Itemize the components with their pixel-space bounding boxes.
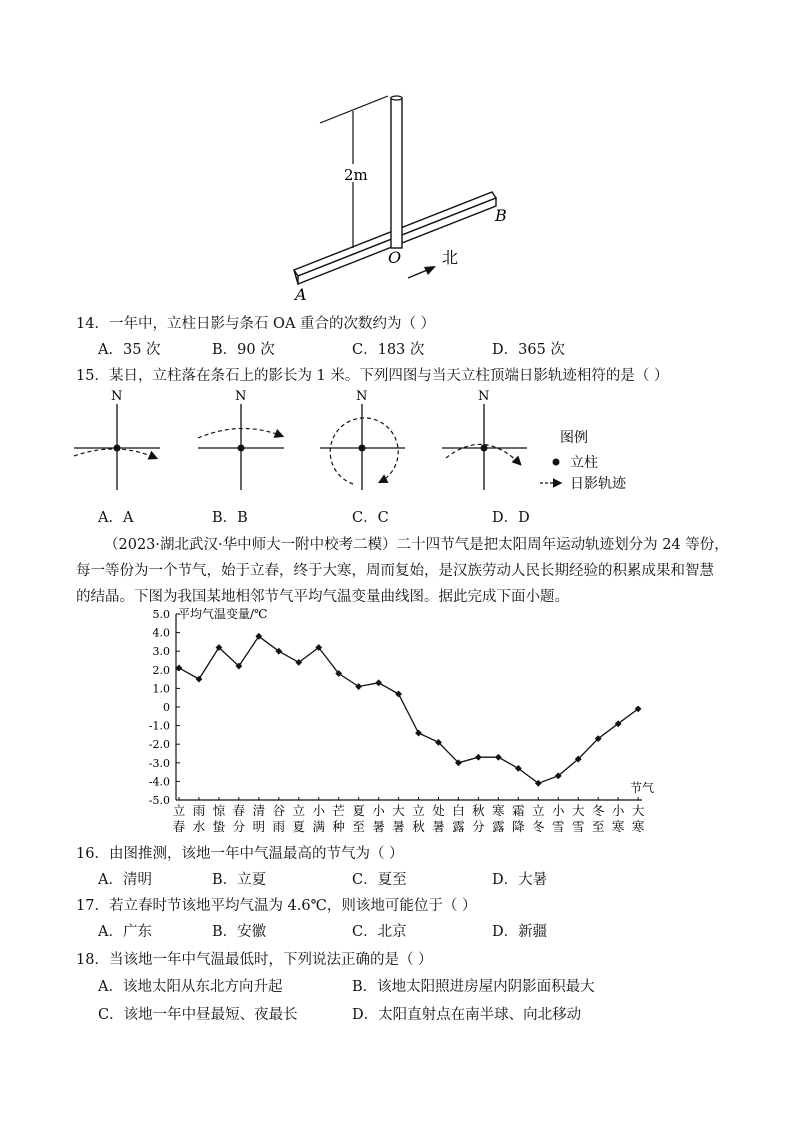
x-tick-label: 霜 [512,803,525,818]
q18-option-d[interactable]: D．太阳直射点在南半球、向北移动 [352,1007,582,1023]
y-tick-label: 4.0 [152,626,170,640]
y-tick-label: -4.0 [148,775,170,789]
north-arrow-icon [424,266,436,275]
data-point [475,754,482,761]
y-axis-label: 平均气温变量/℃ [178,607,268,621]
q17-stem: 17．若立春时节该地平均气温为 4.6℃，则该地可能位于（ ） [76,898,477,914]
diagram-c [320,389,405,490]
x-tick-label: 暑 [392,819,405,834]
height-label: 2m [344,166,368,184]
x-tick-label: 冬 [591,803,605,818]
pillar-dot-icon [553,459,560,466]
x-tick-label: 寒 [631,819,645,834]
x-tick-label: 惊 [212,803,226,818]
x-tick-label: 谷 [272,803,286,818]
x-tick-label: 白 [452,803,465,818]
data-point [176,665,183,672]
q18-option-a[interactable]: A．该地太阳从东北方向升起 [98,979,283,995]
data-point [415,730,422,737]
x-tick-label: 处 [432,803,445,818]
x-tick-label: 小 [551,803,565,818]
q18-option-b[interactable]: B．该地太阳照进房屋内阴影面积最大 [352,979,595,995]
y-tick-label: -5.0 [148,794,170,807]
q15-option-a[interactable]: A．A [98,510,134,526]
y-tick-label: 0 [163,701,170,714]
x-tick-label: 雨 [192,803,206,818]
x-tick-label: 满 [312,819,325,834]
x-tick-label: 种 [332,819,345,834]
q17-option-a[interactable]: A．广东 [98,924,152,940]
x-tick-label: 秋 [472,803,485,818]
x-tick-label: 寒 [492,803,505,818]
series-line [179,636,638,783]
x-tick-label: 分 [472,819,485,834]
sun-shadow-diagrams [60,386,660,496]
temperature-change-chart [130,604,670,836]
x-tick-label: 小 [372,803,385,818]
point-b-label: B [495,206,507,225]
x-tick-label: 至 [591,819,605,834]
x-tick-label: 雪 [551,819,565,834]
y-tick-label: 1.0 [152,682,170,696]
data-point [375,679,382,686]
q15-stem: 15．某日，立柱落在条石上的影长为 1 米。下列四图与当天立柱顶端日影轨迹相符的是（ ） [76,368,669,384]
q15-option-b[interactable]: B．B [212,510,248,526]
x-tick-label: 寒 [611,819,625,834]
x-tick-label: 水 [192,819,206,834]
data-point [355,683,362,690]
q18-stem: 18．当该地一年中气温最低时，下列说法正确的是（ ） [76,952,433,968]
y-tick-label: 3.0 [152,645,170,659]
x-tick-label: 降 [512,819,525,834]
q17-option-b[interactable]: B．安徽 [212,924,267,940]
x-tick-label: 分 [232,819,246,834]
x-tick-label: 大 [392,803,405,818]
x-tick-label: 立 [292,803,306,818]
x-tick-label: 大 [631,803,645,818]
intro-line-1: （2023·湖北武汉·华中师大一附中校考二模）二十四节气是把太阳周年运动轨迹划分为 24 等份， [104,537,729,553]
diagram-c-north: N [356,389,368,404]
y-tick-label: -1.0 [148,719,170,733]
legend-pillar: 立柱 [570,455,598,471]
x-tick-label: 至 [352,819,365,834]
x-tick-label: 立 [172,803,186,818]
diagram-d [442,389,527,490]
q14-option-c[interactable]: C．183 次 [352,342,425,358]
y-tick-label: -2.0 [148,738,170,752]
intro-line-2: 每一等份为一个节气，始于立春，终于大寒，周而复始，是汉族劳动人民长期经验的积累成果和智慧 [76,563,714,579]
y-tick-label: -3.0 [148,756,170,770]
x-tick-label: 暑 [372,819,385,834]
intro-paragraph [76,532,736,610]
q18-option-c[interactable]: C．该地一年中昼最短、夜最长 [98,1007,298,1023]
x-tick-label: 露 [492,819,505,834]
x-tick-label: 清 [252,803,266,818]
x-tick-label: 露 [452,819,465,834]
x-tick-label: 夏 [352,803,365,818]
x-tick-label: 雨 [272,819,286,834]
q14-stem: 14．一年中，立柱日影与条石 OA 重合的次数约为（ ） [76,316,436,332]
x-tick-label: 春 [172,819,186,834]
diagram-b-north: N [235,389,247,404]
q17-option-d[interactable]: D．新疆 [492,924,548,940]
diagram-a [74,389,160,490]
x-tick-label: 芒 [332,803,345,818]
legend-title: 图例 [560,430,588,446]
x-tick-label: 小 [611,803,625,818]
x-tick-label: 秋 [412,819,425,834]
x-tick-label: 明 [252,819,266,834]
q15-option-d[interactable]: D．D [492,510,530,526]
x-tick-label: 冬 [532,819,545,834]
point-a-label: A [295,285,307,303]
q14-option-b[interactable]: B．90 次 [212,342,275,358]
x-tick-label: 春 [232,803,246,818]
x-tick-label: 小 [312,803,325,818]
q16-option-c[interactable]: C．夏至 [352,872,407,888]
x-tick-label: 立 [532,803,545,818]
diagram-a-north: N [111,389,123,404]
diagram-d-north: N [478,389,490,404]
x-axis-label: 节气 [630,781,655,795]
q15-option-c[interactable]: C．C [352,510,389,526]
y-tick-label: 2.0 [152,663,170,677]
q16-option-d[interactable]: D．大暑 [492,872,548,888]
x-tick-label: 夏 [292,819,306,834]
x-tick-label: 蛰 [212,819,226,834]
x-tick-label: 大 [571,803,585,818]
intro-line-3: 的结晶。下图为我国某地相邻节气平均气温变量曲线图。据此完成下面小题。 [76,589,569,605]
x-tick-label: 雪 [571,819,585,834]
legend [540,430,627,492]
q14-option-d[interactable]: D．365 次 [492,342,565,358]
point-o-label: O [388,248,402,267]
x-tick-label: 立 [412,803,425,818]
pillar-stone-figure [280,88,520,303]
q16-option-b[interactable]: B．立夏 [212,872,267,888]
north-label: 北 [442,248,459,267]
data-point [395,691,402,698]
x-tick-label: 暑 [432,819,445,834]
q14-option-a[interactable]: A．35 次 [98,342,161,358]
data-point [495,754,502,761]
q17-option-c[interactable]: C．北京 [352,924,407,940]
data-point [196,676,203,683]
q16-stem: 16．由图推测，该地一年中气温最高的节气为（ ） [76,846,404,862]
legend-track: 日影轨迹 [570,476,626,492]
diagram-b [198,389,284,490]
y-tick-label: 5.0 [152,608,170,621]
q16-option-a[interactable]: A．清明 [98,872,152,888]
